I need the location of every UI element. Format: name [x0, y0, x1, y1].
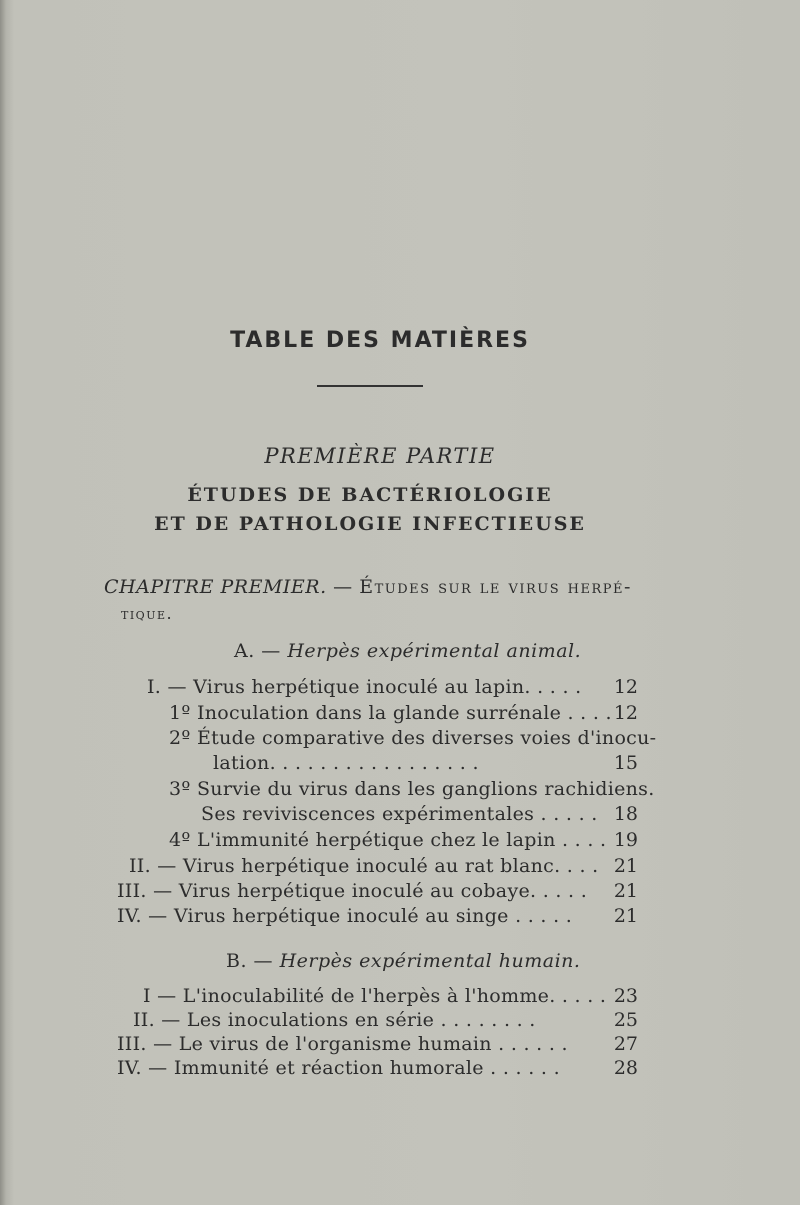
toc-entry-page: 18: [613, 803, 638, 825]
chapter-dash: —: [326, 576, 360, 598]
toc-entry-text: 1º Inoculation dans la glande surrénale . . . .: [169, 702, 612, 724]
section-a-title: Herpès expérimental animal.: [287, 640, 582, 662]
section-b-heading: [226, 950, 580, 972]
toc-entry-page: 21: [613, 855, 638, 877]
chapter-title-continued: tique.: [121, 604, 174, 623]
toc-entry-text: II. — Virus herpétique inoculé au rat blanc. . . .: [129, 855, 599, 877]
toc-entry-page: 21: [613, 905, 638, 927]
toc-entry-text: IV. — Virus herpétique inoculé au singe . . . . .: [117, 905, 573, 927]
toc-entry-page: 28: [613, 1057, 638, 1079]
part-heading-line-2: ET DE PATHOLOGIE INFECTIEUSE: [154, 513, 586, 535]
part-title: PREMIÈRE PARTIE: [264, 444, 496, 468]
page-title: TABLE DES MATIÈRES: [230, 328, 530, 353]
toc-entry-text: I — L'inoculabilité de l'herpès à l'homme. . . . .: [143, 985, 607, 1007]
toc-entry-page: 27: [613, 1033, 638, 1055]
toc-entry-text: 3º Survie du virus dans les ganglions rachidiens.: [169, 778, 655, 800]
section-a-letter: A. —: [234, 640, 288, 662]
chapter-heading: [104, 576, 632, 598]
toc-entry-text: I. — Virus herpétique inoculé au lapin. . . . .: [147, 676, 582, 698]
toc-entry-text: 4º L'immunité herpétique chez le lapin . . . .: [169, 829, 607, 851]
part-heading-line-1: ÉTUDES DE BACTÉRIOLOGIE: [187, 484, 553, 506]
toc-entry-text: IV. — Immunité et réaction humorale . . . . . .: [117, 1057, 560, 1079]
toc-entry-page: 15: [613, 752, 638, 774]
toc-entry-text: Ses reviviscences expérimentales . . . . .: [201, 803, 598, 825]
toc-entry-text: lation. . . . . . . . . . . . . . . . .: [213, 752, 479, 774]
chapter-label: CHAPITRE PREMIER.: [104, 576, 327, 598]
toc-entry-page: 12: [613, 702, 638, 724]
section-b-title: Herpès expérimental humain.: [279, 950, 581, 972]
title-rule: [317, 385, 423, 387]
toc-entry-page: 21: [613, 880, 638, 902]
toc-entry-page: 19: [613, 829, 638, 851]
toc-entry-page: 12: [613, 676, 638, 698]
toc-entry-page: 23: [613, 985, 638, 1007]
toc-entry-text: III. — Le virus de l'organisme humain . . . . . .: [117, 1033, 568, 1055]
toc-entry-text: II. — Les inoculations en série . . . . . . . .: [133, 1009, 536, 1031]
section-a-heading: [234, 640, 581, 662]
section-b-letter: B. —: [226, 950, 280, 972]
toc-entry-text: III. — Virus herpétique inoculé au cobaye. . . . .: [117, 880, 588, 902]
toc-entry-text: 2º Étude comparative des diverses voies d'inocu-: [169, 727, 657, 749]
chapter-title: Études sur le virus herpé-: [359, 576, 632, 598]
toc-entry-page: 25: [613, 1009, 638, 1031]
